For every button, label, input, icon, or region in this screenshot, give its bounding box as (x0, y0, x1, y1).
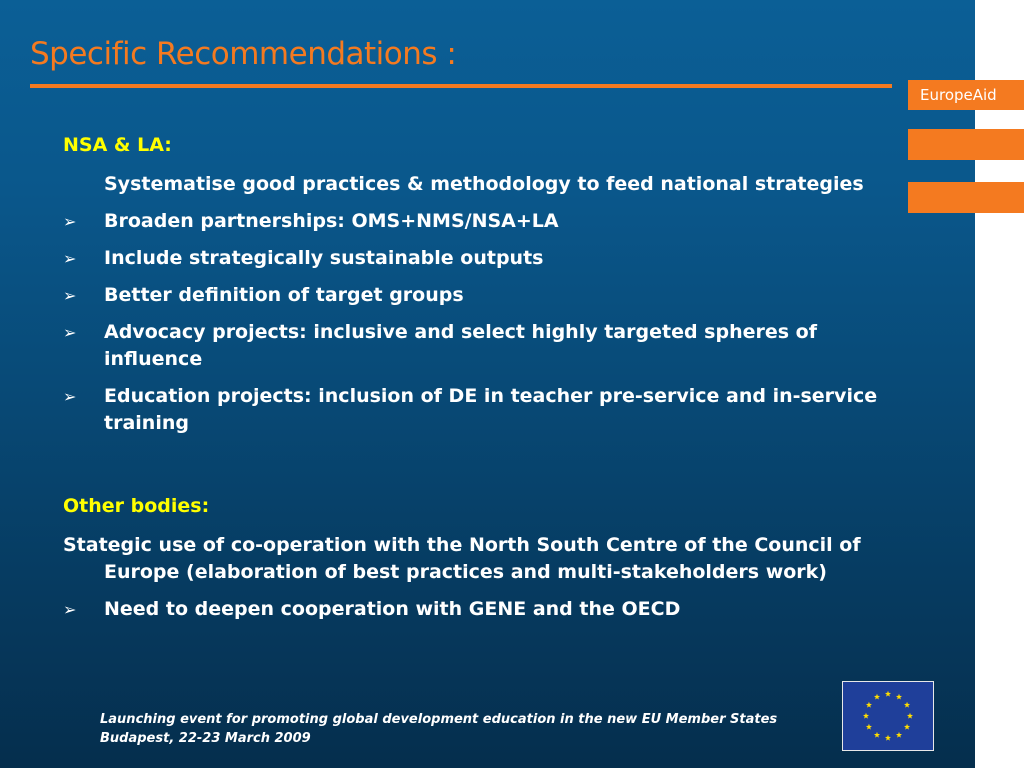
arrow-bullet-icon: ➢ (63, 212, 77, 231)
arrow-bullet-icon: ➢ (63, 286, 77, 305)
eu-star-icon (874, 732, 880, 738)
bullet-text: Education projects: inclusion of DE in teacher pre-service and in-service training (104, 385, 878, 434)
arrow-bullet-icon: ➢ (63, 387, 77, 406)
eu-star-icon (863, 713, 869, 719)
slide-footer (100, 710, 777, 748)
eu-star-icon (866, 702, 872, 708)
eu-star-icon (866, 724, 872, 730)
bullet-text: Advocacy projects: inclusive and select highly targeted spheres of influence (104, 321, 817, 370)
eu-stars-circle (843, 682, 933, 750)
arrow-bullet-icon: ➢ (63, 249, 77, 268)
title-underline (30, 84, 892, 88)
bullet-text: Include strategically sustainable outputs (104, 247, 544, 269)
arrow-bullet-icon: ➢ (63, 323, 77, 342)
eu-star-icon (896, 732, 902, 738)
bullet-item (63, 319, 903, 373)
eu-star-icon (874, 694, 880, 700)
bullet-item (63, 596, 903, 623)
right-margin-strip (975, 0, 1024, 768)
footer-event-line: Launching event for promoting global development education in the new EU Member States (100, 712, 778, 727)
bullet-item (63, 383, 903, 437)
eu-star-icon (907, 713, 913, 719)
eu-star-icon (904, 702, 910, 708)
eu-flag-icon (842, 681, 934, 751)
eu-star-icon (896, 694, 902, 700)
eu-star-icon (885, 691, 891, 697)
bullet-text: Better definition of target groups (104, 284, 464, 306)
footer-date-line: Budapest, 22-23 March 2009 (100, 731, 311, 746)
europeaid-brand-tab: EuropeAid (908, 80, 1024, 110)
arrow-bullet-icon: ➢ (63, 600, 77, 619)
section-intro-text: Stategic use of co-operation with the North South Centre of the Council of Europe (elaboration of best practices and multi-stakeholders work) (63, 534, 861, 583)
bullet-item (63, 208, 903, 235)
decorative-orange-bar (908, 129, 1024, 160)
bullet-item (63, 282, 903, 309)
section-intro-text: Systematise good practices & methodology to feed national strategies (104, 173, 864, 195)
slide-content (63, 132, 903, 633)
bullet-text: Need to deepen cooperation with GENE and the OECD (104, 598, 681, 620)
bullet-text: Broaden partnerships: OMS+NMS/NSA+LA (104, 210, 559, 232)
bullet-item (63, 245, 903, 272)
eu-star-icon (885, 735, 891, 741)
section-heading-nsa-la: NSA & LA: (63, 134, 172, 156)
section-heading-other-bodies: Other bodies: (63, 495, 210, 517)
slide-title: Specific Recommendations : (30, 36, 457, 72)
decorative-orange-bar (908, 182, 1024, 213)
eu-star-icon (904, 724, 910, 730)
